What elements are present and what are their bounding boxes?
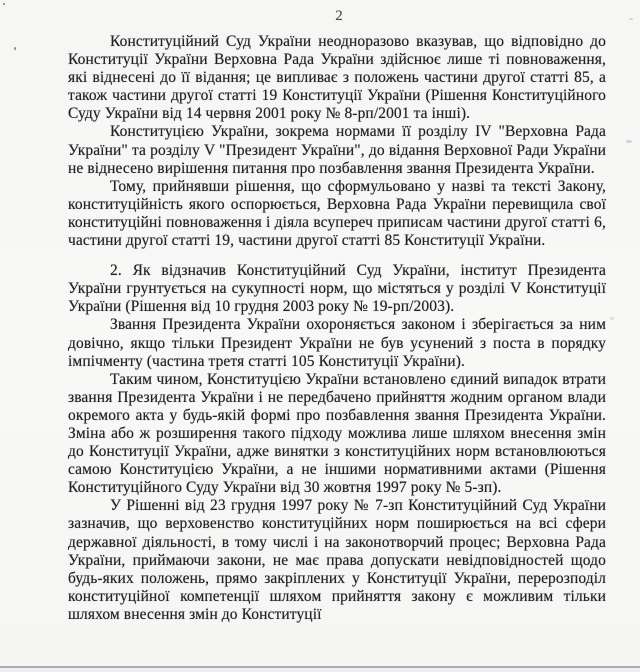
scan-edge-strip <box>0 666 640 672</box>
scan-artifact-smudge <box>626 140 632 143</box>
scan-artifact-dot <box>14 47 16 50</box>
paragraph-constitution-sections: Конституцією України, зокрема нормами її розділу IV "Верховна Рада України" та розділу V "Президент України", до відання Верховної Ради України не віднесено вирішення питання про позбавлення звання Президента України. <box>68 123 606 177</box>
paragraph-decision-1997-supremacy: У Рішенні від 23 грудня 1997 року № 7-зп Конституційний Суд України зазначив, що верховенство конституційних норм поширюється на всі сфери державної діяльності, в тому числі і на законотворчий процес; Верховна Рада України, приймаючи закони, не має права допускати невідповідностей щодо будь-яких положень, прямо закріплених у Конституції України, перерозподіл конституційної компетенції шляхом прийняття закону є можливим тільки шляхом внесення змін до Конституції <box>68 497 606 623</box>
paragraph-rada-exceeded-powers: Тому, прийнявши рішення, що сформульовано у назві та тексті Закону, конституційність якого оспорюється, Верховна Рада України перевищила свої конституційні повноваження і діяла всупереч приписам частини другої статті 6, частини другої статті 19, частини другої статті 85 Конституції України. <box>68 177 606 250</box>
paragraph-section-2-president-institute: 2. Як відзначив Конституційний Суд України, інститут Президента України грунтується на сукупності норм, що містяться у розділі V Конституції України (Рішення від 10 грудня 2003 року № 19-рп/2003). <box>68 262 606 316</box>
page-number: 2 <box>335 8 343 24</box>
paragraph-president-title-protection: Звання Президента України охороняється законом і зберігається за ним довічно, якщо тільки Президент України не був усунений з поста в порядку імпічменту (частина третя статті 105 Конституції України). <box>68 316 606 370</box>
scan-artifact-smudge <box>629 18 633 20</box>
paragraph-single-case-title-loss: Таким чином, Конституцією України встановлено єдиний випадок втрати звання Президента України і не передбачено прийняття жодним органом влади окремого акта у будь-якій формі про позбавлення звання Президента України. Зміна або ж розширення такого підходу можлива лише шляхом внесення змін до Конституції України, адже винятки з конституційних норм встановлюються самою Конституцією України, а не іншими нормативними актами (Рішення Конституційного Суду України від 30 жовтня 1997 року № 5-зп). <box>68 370 606 497</box>
paragraph-court-powers: Конституційний Суд України неодноразово вказував, що відповідно до Конституції України Верховна Рада України здійснює лише ті повноваження, які віднесені до її відання; це випливає з положень частини другої статті 85, а також частини другої статті 19 Конституції України (Рішення Конституційного Суду України від 14 червня 2001 року № 8-рп/2001 та інші). <box>68 33 606 123</box>
scan-artifact-dot <box>3 3 5 5</box>
scan-artifact-smudge <box>610 317 614 320</box>
document-body <box>68 33 606 624</box>
